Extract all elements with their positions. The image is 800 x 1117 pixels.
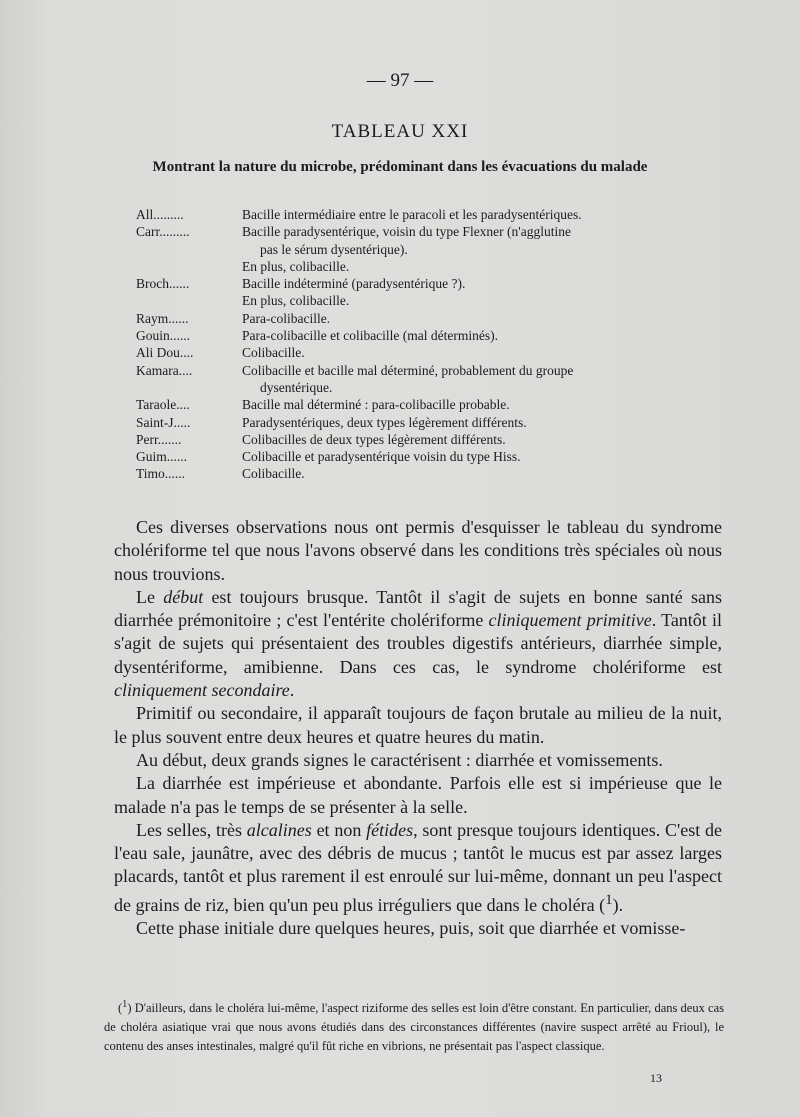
table-row	[136, 414, 696, 431]
page-number: — 97 —	[366, 70, 434, 91]
patient-name: Guim......	[136, 449, 188, 465]
table-row	[136, 396, 696, 413]
table-subtitle: Montrant la nature du microbe, prédominant dans les évacuations du malade	[152, 159, 648, 175]
microbe-description: Colibacille.	[242, 466, 305, 482]
signature-mark: 13	[650, 1071, 662, 1085]
paragraph: La diarrhée est impérieuse et abondante. Parfois elle est si impérieuse que le malade n'a pas le temps de se présenter à la selle.	[114, 773, 722, 817]
patient-name: All.........	[136, 207, 184, 222]
table-row	[136, 223, 696, 275]
table-row	[136, 344, 696, 361]
paragraph: Cette phase initiale dure quelques heures, puis, soit que diarrhée et vomisse-	[136, 918, 686, 939]
microbe-description: Colibacilles de deux types légèrement différents.	[242, 431, 506, 447]
patient-name: Raym......	[136, 310, 189, 326]
table-row	[136, 362, 696, 397]
patient-name: Ali Dou....	[136, 345, 194, 361]
patient-name: Perr.......	[136, 431, 182, 447]
table-row	[136, 448, 696, 465]
footnote: ($^1$) D'ailleurs, dans le choléra lui-même, l'aspect riziforme des selles est loin d'être constant. En particulier, dans deux cas de choléra asiatique vrai que nous avons étudiés dans des circonstances différentes (navire suspect arrêté au Frioul), le contenu des anses intestinales, malgré qu'il fût riche en vibrions, ne présentait pas l'aspect classique.	[104, 999, 724, 1053]
paragraph: Le début est toujours brusque. Tantôt il s'agit de sujets en bonne santé sans diarrhée prémonitoire ; c'est l'entérite cholériforme cliniquement primitive. Tantôt il s'agit de sujets qui présentaient des troubles digestifs antérieurs, diarrhée simple, dysentériforme, amibienne. Dans ces cas, le syndrome cholériforme est cliniquement secondaire.	[114, 586, 723, 701]
microbe-description: Para-colibacille et colibacille (mal déterminés).	[242, 328, 499, 344]
patient-name: Broch......	[136, 276, 190, 292]
microbe-description: Colibacille.	[242, 345, 305, 361]
microbe-description: Bacille paradysentérique, voisin du type Flexner (n'agglutine pas le sérum dysentérique). En plus, colibacille.	[242, 224, 571, 274]
paragraph: Au début, deux grands signes le caractérisent : diarrhée et vomissements.	[136, 749, 663, 770]
table-row	[136, 275, 696, 310]
paragraph: Les selles, très alcalines et non fétides, sont presque toujours identiques. C'est de l'eau sale, jaunâtre, avec des débris de mucus ; tantôt le mucus est par assez larges placards, tantôt et plus rarement il est enroulé sur lui-même, donnant un peu l'aspect de grains de riz, bien qu'un peu plus irréguliers que dans le choléra ($^1$).	[114, 819, 722, 915]
microbe-description: Para-colibacille.	[242, 310, 331, 326]
microbe-description: Bacille indéterminé (paradysentérique ?). En plus, colibacille.	[242, 276, 466, 309]
footnote-mark: 1	[122, 999, 128, 1010]
microbe-description: Colibacille et paradysentérique voisin du type Hiss.	[242, 449, 521, 465]
patient-name: Kamara....	[136, 362, 193, 378]
patient-name: Timo......	[136, 466, 186, 482]
patient-name: Carr.........	[136, 224, 190, 240]
patient-name: Taraole....	[136, 397, 190, 413]
footnote-text: D'ailleurs, dans le choléra lui-même, l'aspect riziforme des selles est loin d'être constant. En particulier, dans deux cas de choléra asiatique vrai que nous avons étudiés dans des circonstances différentes (navire suspect arrêté au Frioul), le contenu des anses intestinales, malgré qu'il fût riche en vibrions, ne présentait pas l'aspect classique.	[104, 1001, 724, 1053]
paragraph: Ces diverses observations nous ont permis d'esquisser le tableau du syndrome cholériforme tel que nous l'avons observé dans les conditions très spéciales où nous nous trouvions.	[114, 517, 722, 584]
paragraph: Primitif ou secondaire, il apparaît toujours de façon brutale au milieu de la nuit, le plus souvent entre deux heures et quatre heures du matin.	[114, 703, 722, 747]
table-row	[136, 465, 696, 482]
microbe-description: Bacille mal déterminé : para-colibacille probable.	[242, 397, 510, 413]
microbe-description: Paradysentériques, deux types légèrement différents.	[242, 414, 527, 430]
microbe-description: Colibacille et bacille mal déterminé, probablement du groupe dysentérique.	[242, 362, 574, 395]
table-row	[136, 206, 696, 223]
table-row	[136, 327, 696, 344]
microbe-description: Bacille intermédiaire entre le paracoli et les paradysentériques.	[242, 207, 582, 222]
microbe-table	[136, 206, 696, 483]
table-row	[136, 310, 696, 327]
patient-name: Gouin......	[136, 328, 190, 344]
patient-name: Saint-J.....	[136, 414, 191, 430]
table-row	[136, 431, 696, 448]
body-text	[114, 516, 722, 940]
table-title: TABLEAU XXI	[331, 121, 469, 142]
